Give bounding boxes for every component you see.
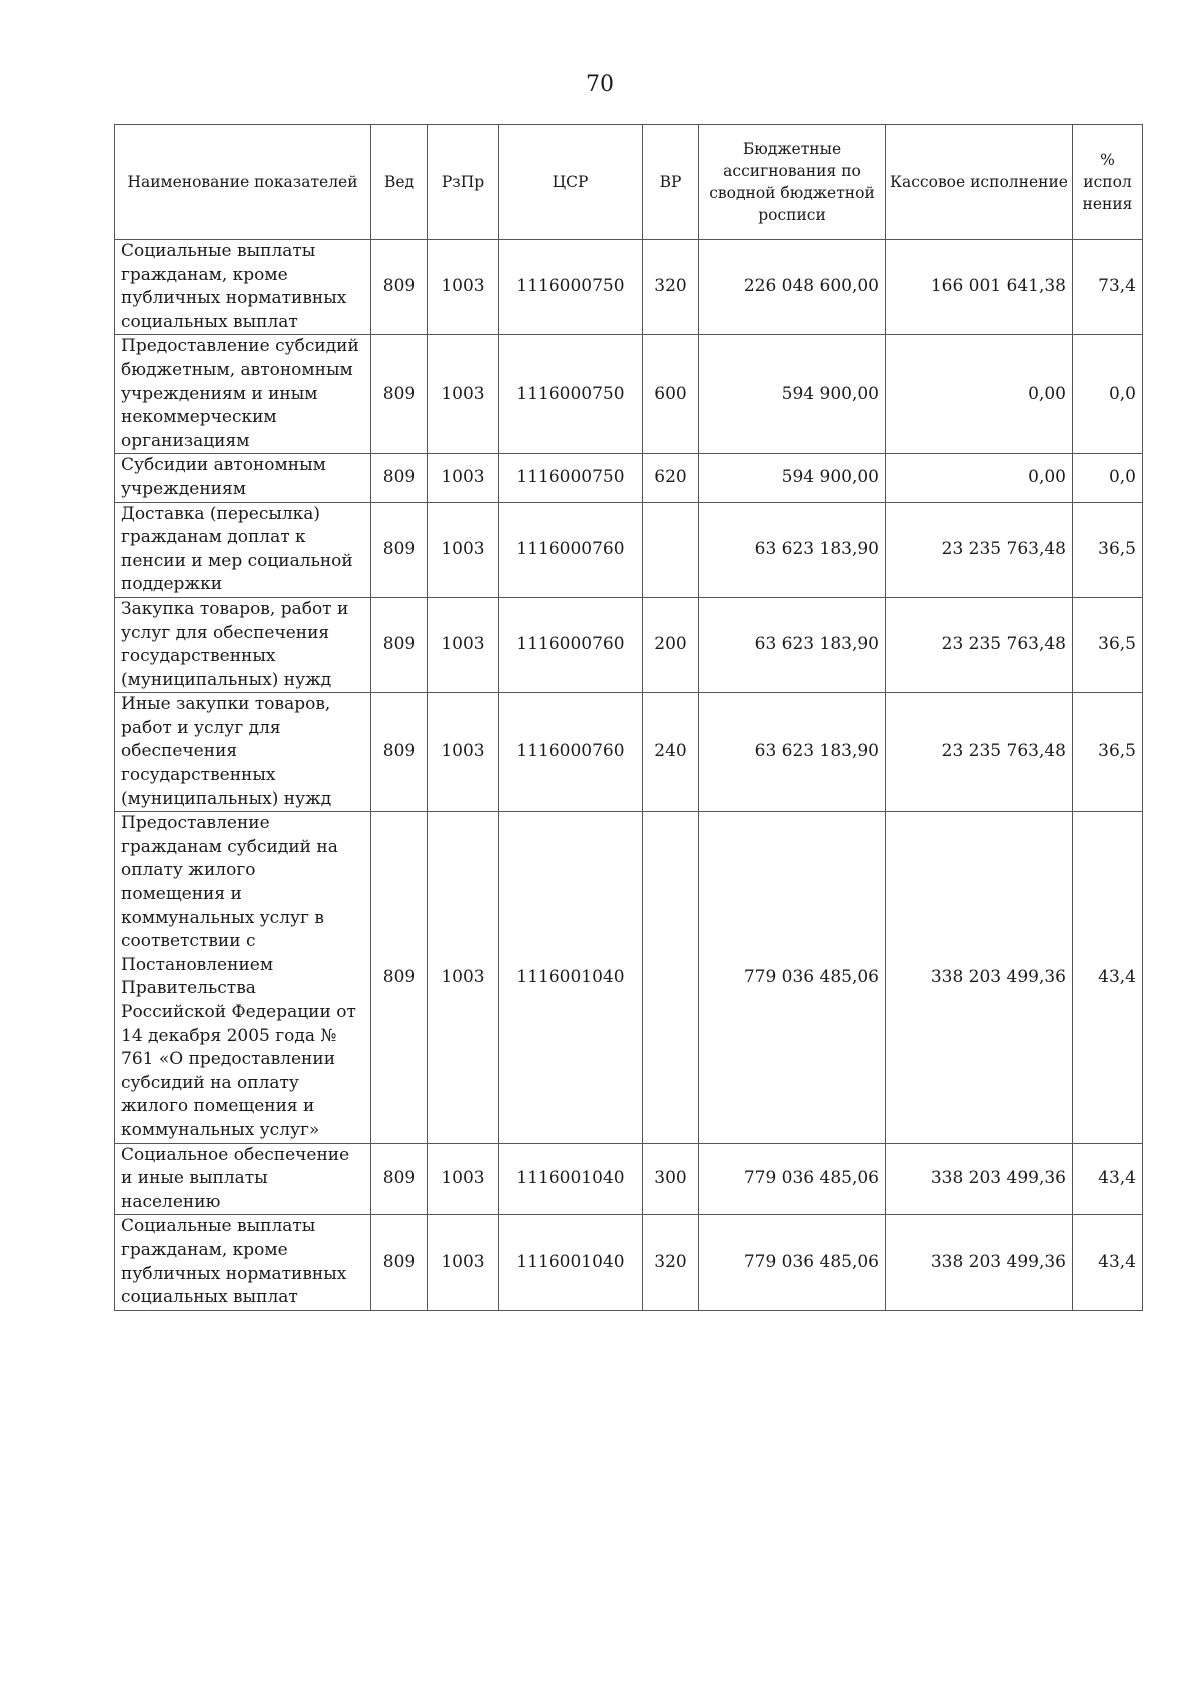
csr-code: 1116000760 — [499, 502, 643, 597]
table-row — [115, 502, 1143, 597]
csr-code: 1116001040 — [499, 812, 643, 1143]
cash-execution-value: 338 203 499,36 — [886, 812, 1073, 1143]
header-budget-assignments: Бюджетные ассигнования по сводной бюджетной росписи — [699, 125, 886, 240]
header-execution-percent: % испол нения — [1073, 125, 1143, 240]
ved-code: 809 — [371, 812, 428, 1143]
rzpr-code: 1003 — [428, 693, 499, 812]
execution-percent-value: 73,4 — [1073, 240, 1143, 335]
table-row — [115, 240, 1143, 335]
budget-assignment-value: 63 623 183,90 — [699, 502, 886, 597]
budget-assignment-value: 226 048 600,00 — [699, 240, 886, 335]
header-csr: ЦСР — [499, 125, 643, 240]
header-rzpr: РзПр — [428, 125, 499, 240]
rzpr-code: 1003 — [428, 597, 499, 692]
header-vr: ВР — [643, 125, 699, 240]
vr-code — [643, 812, 699, 1143]
ved-code: 809 — [371, 335, 428, 454]
ved-code: 809 — [371, 454, 428, 502]
budget-assignment-value: 779 036 485,06 — [699, 1215, 886, 1310]
indicator-name: Предоставление субсидий бюджетным, автономным учреждениям и иным некоммерческим организациям — [115, 335, 371, 454]
csr-code: 1116001040 — [499, 1215, 643, 1310]
csr-code: 1116000750 — [499, 454, 643, 502]
table-row — [115, 1143, 1143, 1215]
table-row — [115, 693, 1143, 812]
execution-percent-value: 43,4 — [1073, 812, 1143, 1143]
budget-assignment-value: 594 900,00 — [699, 335, 886, 454]
table-header-row — [115, 125, 1143, 240]
execution-percent-value: 36,5 — [1073, 693, 1143, 812]
budget-assignment-value: 63 623 183,90 — [699, 693, 886, 812]
rzpr-code: 1003 — [428, 1143, 499, 1215]
vr-code: 320 — [643, 240, 699, 335]
budget-assignment-value: 779 036 485,06 — [699, 812, 886, 1143]
ved-code: 809 — [371, 1143, 428, 1215]
rzpr-code: 1003 — [428, 812, 499, 1143]
indicator-name: Социальное обеспечение и иные выплаты населению — [115, 1143, 371, 1215]
execution-percent-value: 36,5 — [1073, 597, 1143, 692]
vr-code: 300 — [643, 1143, 699, 1215]
budget-assignment-value: 779 036 485,06 — [699, 1143, 886, 1215]
vr-code: 600 — [643, 335, 699, 454]
vr-code: 620 — [643, 454, 699, 502]
table-row — [115, 812, 1143, 1143]
cash-execution-value: 338 203 499,36 — [886, 1143, 1073, 1215]
rzpr-code: 1003 — [428, 1215, 499, 1310]
budget-execution-table — [114, 124, 1143, 1311]
table-row — [115, 1215, 1143, 1310]
csr-code: 1116000760 — [499, 693, 643, 812]
ved-code: 809 — [371, 693, 428, 812]
cash-execution-value: 0,00 — [886, 335, 1073, 454]
table-row — [115, 597, 1143, 692]
table-row — [115, 335, 1143, 454]
cash-execution-value: 338 203 499,36 — [886, 1215, 1073, 1310]
execution-percent-value: 0,0 — [1073, 335, 1143, 454]
execution-percent-value: 43,4 — [1073, 1215, 1143, 1310]
rzpr-code: 1003 — [428, 335, 499, 454]
indicator-name: Доставка (пересылка) гражданам доплат к пенсии и мер социальной поддержки — [115, 502, 371, 597]
cash-execution-value: 0,00 — [886, 454, 1073, 502]
rzpr-code: 1003 — [428, 454, 499, 502]
vr-code: 240 — [643, 693, 699, 812]
header-cash-execution: Кассовое исполнение — [886, 125, 1073, 240]
header-indicator-name: Наименование показателей — [115, 125, 371, 240]
ved-code: 809 — [371, 1215, 428, 1310]
page-number: 70 — [586, 72, 614, 97]
indicator-name: Предоставление гражданам субсидий на оплату жилого помещения и коммунальных услуг в соответствии с Постановлением Правительства Российской Федерации от 14 декабря 2005 года № 761 «О предоставлении субсидий на оплату жилого помещения и коммунальных услуг» — [115, 812, 371, 1143]
indicator-name: Социальные выплаты гражданам, кроме публичных нормативных социальных выплат — [115, 1215, 371, 1310]
csr-code: 1116000750 — [499, 240, 643, 335]
cash-execution-value: 23 235 763,48 — [886, 502, 1073, 597]
indicator-name: Иные закупки товаров, работ и услуг для обеспечения государственных (муниципальных) нужд — [115, 693, 371, 812]
table-row — [115, 454, 1143, 502]
vr-code: 200 — [643, 597, 699, 692]
csr-code: 1116000760 — [499, 597, 643, 692]
csr-code: 1116001040 — [499, 1143, 643, 1215]
cash-execution-value: 166 001 641,38 — [886, 240, 1073, 335]
ved-code: 809 — [371, 240, 428, 335]
rzpr-code: 1003 — [428, 240, 499, 335]
execution-percent-value: 0,0 — [1073, 454, 1143, 502]
execution-percent-value: 36,5 — [1073, 502, 1143, 597]
indicator-name: Закупка товаров, работ и услуг для обеспечения государственных (муниципальных) нужд — [115, 597, 371, 692]
cash-execution-value: 23 235 763,48 — [886, 693, 1073, 812]
vr-code: 320 — [643, 1215, 699, 1310]
indicator-name: Социальные выплаты гражданам, кроме публичных нормативных социальных выплат — [115, 240, 371, 335]
budget-assignment-value: 594 900,00 — [699, 454, 886, 502]
ved-code: 809 — [371, 597, 428, 692]
rzpr-code: 1003 — [428, 502, 499, 597]
ved-code: 809 — [371, 502, 428, 597]
vr-code — [643, 502, 699, 597]
header-ved: Вед — [371, 125, 428, 240]
budget-assignment-value: 63 623 183,90 — [699, 597, 886, 692]
indicator-name: Субсидии автономным учреждениям — [115, 454, 371, 502]
csr-code: 1116000750 — [499, 335, 643, 454]
cash-execution-value: 23 235 763,48 — [886, 597, 1073, 692]
execution-percent-value: 43,4 — [1073, 1143, 1143, 1215]
